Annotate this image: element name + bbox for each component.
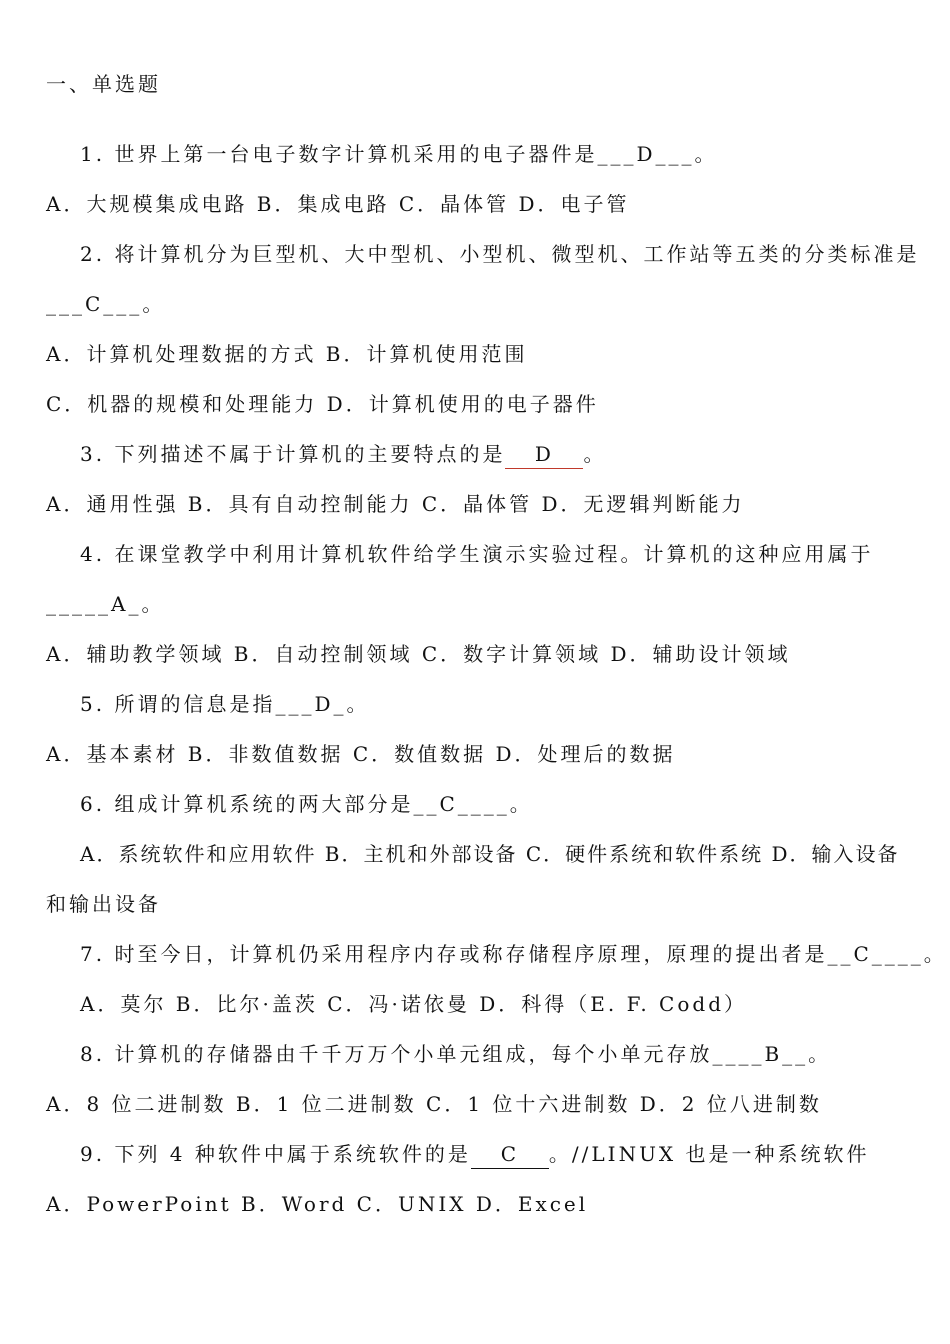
question-text: 时至今日，计算机仍采用程序内存或称存储程序原理，原理的提出者是 xyxy=(114,942,828,966)
options-line: A．辅助教学领域 B．自动控制领域 C．数字计算领域 D．辅助设计领域 xyxy=(46,642,791,666)
question-text: 世界上第一台电子数字计算机采用的电子器件是 xyxy=(114,142,598,166)
options-line: A．系统软件和应用软件 B．主机和外部设备 C．硬件系统和软件系统 D．输入设备 xyxy=(80,842,900,866)
question-number: 8. xyxy=(80,1042,106,1066)
question-5 xyxy=(80,690,370,718)
question-text: 下列 4 种软件中属于系统软件的是 xyxy=(114,1142,471,1166)
question-2-continuation xyxy=(46,290,165,318)
question-9 xyxy=(80,1140,870,1169)
question-number: 5. xyxy=(80,692,106,716)
answer-blank: _____A_ xyxy=(46,592,142,616)
question-end: 。 xyxy=(346,692,370,716)
question-4-continuation xyxy=(46,590,164,618)
section-title: 一、单选题 xyxy=(46,72,161,96)
question-text: 计算机的存储器由千千万万个小单元组成，每个小单元存放 xyxy=(114,1042,713,1066)
question-number: 1. xyxy=(80,142,106,166)
answer-blank: D xyxy=(505,440,583,469)
question-text: 下列描述不属于计算机的主要特点的是 xyxy=(114,442,506,466)
options-line: A．大规模集成电路 B．集成电路 C．晶体管 D．电子管 xyxy=(46,192,630,216)
question-number: 4. xyxy=(80,542,106,566)
question-text: 组成计算机系统的两大部分是 xyxy=(114,792,414,816)
question-number: 3. xyxy=(80,442,106,466)
answer-blank: ___C___ xyxy=(46,292,143,316)
question-end: 。 xyxy=(141,592,165,616)
options-line: 和输出设备 xyxy=(46,892,161,916)
question-end: 。 xyxy=(142,292,166,316)
question-text: 所谓的信息是指 xyxy=(114,692,276,716)
options-line: A．计算机处理数据的方式 B．计算机使用范围 xyxy=(46,342,528,366)
options-line: A．8 位二进制数 B．1 位二进制数 C．1 位十六进制数 D．2 位八进制数 xyxy=(46,1092,822,1116)
question-end: 。//LINUX 也是一种系统软件 xyxy=(548,1142,870,1166)
question-number: 6. xyxy=(80,792,106,816)
question-end: 。 xyxy=(509,792,533,816)
question-3 xyxy=(80,440,606,469)
question-end: 。 xyxy=(808,1042,832,1066)
question-number: 9. xyxy=(80,1142,106,1166)
question-end: 。 xyxy=(694,142,718,166)
question-1 xyxy=(80,140,718,168)
question-4 xyxy=(80,540,873,568)
question-number: 2. xyxy=(80,242,106,266)
answer-blank: __C____ xyxy=(413,792,510,816)
answer-blank: __C____ xyxy=(827,942,924,966)
options-line: A．基本素材 B．非数值数据 C．数值数据 D．处理后的数据 xyxy=(46,742,676,766)
answer-blank: ____B__ xyxy=(712,1042,809,1066)
question-7 xyxy=(80,940,947,968)
question-8 xyxy=(80,1040,831,1068)
question-number: 7. xyxy=(80,942,106,966)
question-text: 将计算机分为巨型机、大中型机、小型机、微型机、工作站等五类的分类标准是 xyxy=(114,242,920,266)
options-line: C．机器的规模和处理能力 D．计算机使用的电子器件 xyxy=(46,392,599,416)
question-text: 在课堂教学中利用计算机软件给学生演示实验过程。计算机的这种应用属于 xyxy=(114,542,874,566)
question-6 xyxy=(80,790,533,818)
answer-blank: C xyxy=(471,1140,549,1169)
options-line: A．通用性强 B．具有自动控制能力 C．晶体管 D．无逻辑判断能力 xyxy=(46,492,745,516)
answer-blank: ___D_ xyxy=(275,692,347,716)
question-end: 。 xyxy=(923,942,947,966)
question-end: 。 xyxy=(583,442,607,466)
answer-blank: ___D___ xyxy=(597,142,695,166)
question-2 xyxy=(80,240,919,268)
options-line: A．PowerPoint B．Word C．UNIX D．Excel xyxy=(46,1192,589,1216)
options-line: A．莫尔 B．比尔·盖茨 C．冯·诺依曼 D．科得（E. F. Codd） xyxy=(80,992,748,1016)
